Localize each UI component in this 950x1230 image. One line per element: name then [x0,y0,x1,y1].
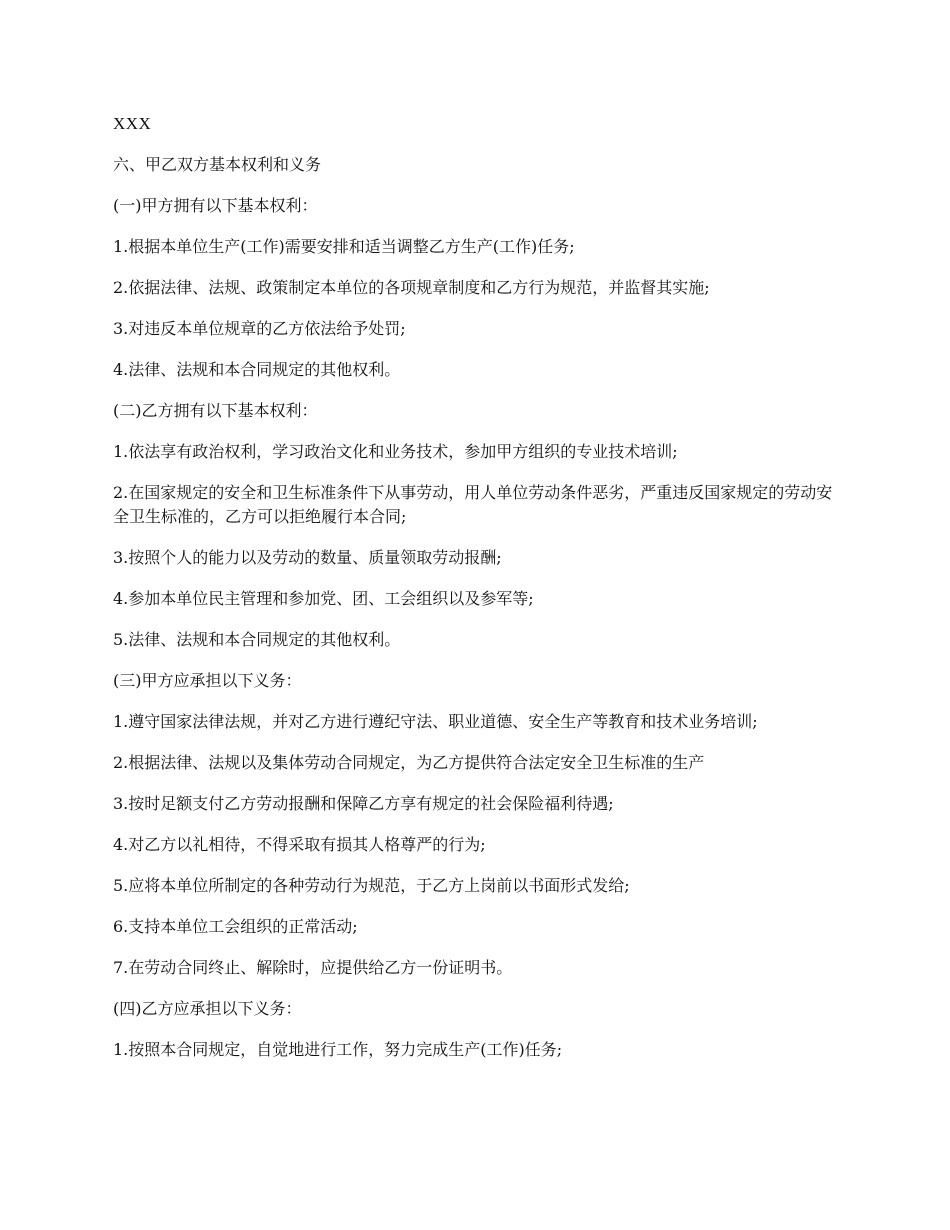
list-item: 3.对违反本单位规章的乙方依法给予处罚; [113,319,406,338]
list-item: 5.法律、法规和本合同规定的其他权利。 [113,630,401,649]
list-item: 2.在国家规定的安全和卫生标准条件下从事劳动，用人单位劳动条件恶劣，严重违反国家规定的劳动安全卫生标准的，乙方可以拒绝履行本合同; [113,483,833,526]
subsection-heading: (一)甲方拥有以下基本权利： [113,196,318,215]
list-item: 2.依据法律、法规、政策制定本单位的各项规章制度和乙方行为规范，并监督其实施; [113,278,710,297]
list-item: 1.遵守国家法律法规，并对乙方进行遵纪守法、职业道德、安全生产等教育和技术业务培训; [113,712,758,731]
list-item: 1.依法享有政治权利，学习政治文化和业务技术，参加甲方组织的专业技术培训; [113,442,678,461]
subsection-heading: (四)乙方应承担以下义务： [113,999,302,1018]
list-item: 4.参加本单位民主管理和参加党、团、工会组织以及参军等; [113,589,534,608]
list-item: 4.对乙方以礼相待，不得采取有损其人格尊严的行为; [113,835,486,854]
list-item: 7.在劳动合同终止、解除时，应提供给乙方一份证明书。 [113,958,513,977]
document-body [113,112,843,1079]
subsection-heading: (二)乙方拥有以下基本权利： [113,401,318,420]
subsection-heading: (三)甲方应承担以下义务： [113,671,302,690]
document-header: XXX [113,114,152,133]
list-item: 5.应将本单位所制定的各种劳动行为规范，于乙方上岗前以书面形式发给; [113,876,630,895]
list-item: 1.根据本单位生产(工作)需要安排和适当调整乙方生产(工作)任务; [113,237,575,256]
list-item: 1.按照本合同规定，自觉地进行工作，努力完成生产(工作)任务; [113,1040,563,1059]
list-item: 2.根据法律、法规以及集体劳动合同规定，为乙方提供符合法定安全卫生标准的生产 [113,753,705,772]
list-item: 3.按时足额支付乙方劳动报酬和保障乙方享有规定的社会保险福利待遇; [113,794,614,813]
list-item: 6.支持本单位工会组织的正常活动; [113,917,358,936]
list-item: 3.按照个人的能力以及劳动的数量、质量领取劳动报酬; [113,548,502,567]
section-heading: 六、甲乙双方基本权利和义务 [113,155,322,174]
list-item: 4.法律、法规和本合同规定的其他权利。 [113,360,401,379]
